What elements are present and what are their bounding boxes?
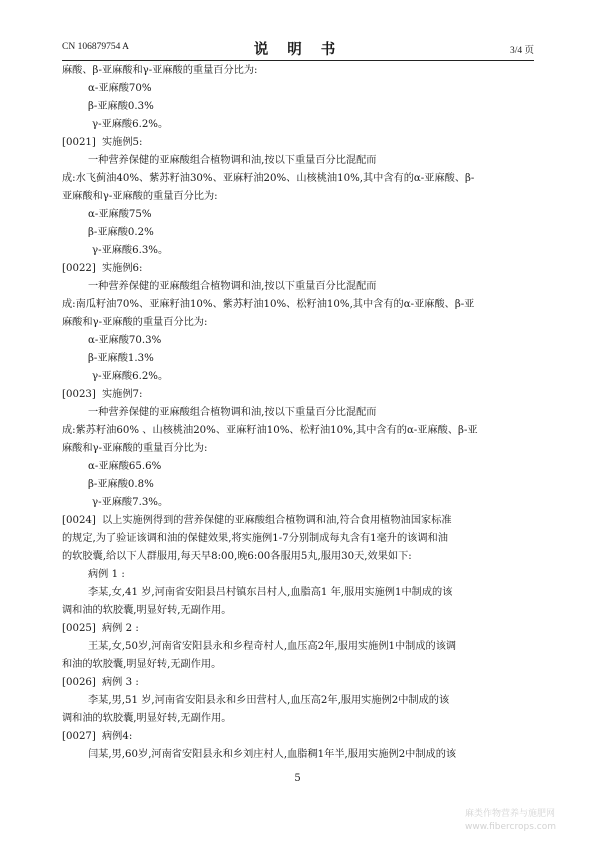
line-text: 的软胶囊,给以下人群服用,每天早8:00,晚6:00各服用5丸,服用30天,效果如下:: [62, 551, 412, 562]
watermark-name: 麻类作物营养与施肥网: [465, 809, 556, 819]
document-body: [62, 62, 538, 764]
line-text: γ-亚麻酸6.2%。: [92, 119, 169, 130]
text-line: [62, 152, 538, 170]
line-text: 实施例5:: [102, 137, 143, 148]
line-text: α-亚麻酸65.6%: [88, 461, 162, 472]
watermark-url: www.fibercrops.com: [465, 822, 556, 832]
line-text: 亚麻酸和γ-亚麻酸的重量百分比为:: [62, 191, 218, 202]
text-line: [62, 728, 538, 746]
line-text: 一种营养保健的亚麻酸组合植物调和油,按以下重量百分比混配而: [88, 281, 377, 292]
text-line: [62, 368, 538, 386]
line-text: 病例4:: [102, 731, 133, 742]
line-text: 麻酸和γ-亚麻酸的重量百分比为:: [62, 443, 208, 454]
line-text: α-亚麻酸70%: [88, 83, 152, 94]
paragraph-number: [0023]: [62, 389, 96, 400]
line-text: α-亚麻酸75%: [88, 209, 152, 220]
text-line: [62, 116, 538, 134]
text-line: [62, 242, 538, 260]
line-text: γ-亚麻酸6.3%。: [92, 245, 169, 256]
paragraph-number: [0021]: [62, 137, 96, 148]
line-text: 调和油的软胶囊,明显好转,无副作用。: [62, 605, 232, 616]
line-text: β-亚麻酸0.2%: [88, 227, 154, 238]
line-text: 病例 3 :: [102, 677, 139, 688]
text-line: [62, 620, 538, 638]
text-line: [62, 422, 538, 440]
text-line: [62, 494, 538, 512]
text-line: [62, 206, 538, 224]
paragraph-number: [0025]: [62, 623, 96, 634]
line-text: γ-亚麻酸7.3%。: [92, 497, 169, 508]
line-text: γ-亚麻酸6.2%。: [92, 371, 169, 382]
line-text: 调和油的软胶囊,明显好转,无副作用。: [62, 713, 232, 724]
text-line: [62, 260, 538, 278]
line-text: 实施例7:: [102, 389, 143, 400]
page-header: [62, 38, 534, 61]
page-number: 5: [294, 773, 301, 784]
text-line: [62, 80, 538, 98]
text-line: [62, 602, 538, 620]
text-line: [62, 296, 538, 314]
patent-number: CN 106879754 A: [62, 42, 130, 52]
text-line: [62, 188, 538, 206]
paragraph-number: [0026]: [62, 677, 96, 688]
line-text: 的规定,为了验证该调和油的保健效果,将实施例1-7分别制成每丸含有1毫升的该调和油: [62, 533, 448, 544]
line-text: 闫某,男,60岁,河南省安阳县永和乡刘庄村人,血脂稠1年半,服用实施例2中制成的该: [88, 749, 457, 760]
text-line: [62, 386, 538, 404]
line-text: 麻酸和γ-亚麻酸的重量百分比为:: [62, 317, 208, 328]
line-text: α-亚麻酸70.3%: [88, 335, 162, 346]
text-line: [62, 710, 538, 728]
text-line: [62, 476, 538, 494]
text-line: [62, 314, 538, 332]
text-line: [62, 548, 538, 566]
text-line: [62, 170, 538, 188]
text-line: [62, 350, 538, 368]
document-title: 说 明 书: [253, 42, 343, 58]
text-line: [62, 278, 538, 296]
text-line: [62, 512, 538, 530]
paragraph-number: [0027]: [62, 731, 96, 742]
paragraph-number: [0022]: [62, 263, 96, 274]
text-line: [62, 674, 538, 692]
line-text: 一种营养保健的亚麻酸组合植物调和油,按以下重量百分比混配而: [88, 155, 377, 166]
text-line: [62, 746, 538, 764]
text-line: [62, 404, 538, 422]
line-text: 以上实施例得到的营养保健的亚麻酸组合植物调和油,符合食用植物油国家标准: [102, 515, 452, 526]
text-line: [62, 440, 538, 458]
line-text: 和油的软胶囊,明显好转,无副作用。: [62, 659, 222, 670]
line-text: β-亚麻酸0.8%: [88, 479, 154, 490]
page-indicator: 3/4 页: [509, 46, 534, 56]
line-text: 王某,女,50岁,河南省安阳县永和乡程奇村人,血压高2年,服用实施例1中制成的该调: [88, 641, 457, 652]
line-text: 一种营养保健的亚麻酸组合植物调和油,按以下重量百分比混配而: [88, 407, 377, 418]
text-line: [62, 584, 538, 602]
line-text: 成:南瓜籽油70%、亚麻籽油10%、紫苏籽油10%、松籽油10%,其中含有的α-亚麻酸、β-亚: [62, 299, 475, 310]
line-text: 成:水飞蓟油40%、紫苏籽油30%、亚麻籽油20%、山核桃油10%,其中含有的α-亚麻酸、β-: [62, 173, 475, 184]
text-line: [62, 566, 538, 584]
text-line: [62, 530, 538, 548]
line-text: β-亚麻酸1.3%: [88, 353, 154, 364]
line-text: 成:紫苏籽油60% 、山核桃油20%、亚麻籽油10%、松籽油10%,其中含有的α-亚麻酸、β-亚: [62, 425, 478, 436]
text-line: [62, 458, 538, 476]
text-line: [62, 98, 538, 116]
line-text: 实施例6:: [102, 263, 143, 274]
text-line: [62, 134, 538, 152]
text-line: [62, 332, 538, 350]
text-line: [62, 656, 538, 674]
watermark: [465, 808, 595, 834]
text-line: [62, 62, 538, 80]
line-text: 麻酸、β-亚麻酸和γ-亚麻酸的重量百分比为:: [62, 65, 258, 76]
line-text: 李某,男,51 岁,河南省安阳县永和乡田营村人,血压高2年,服用实施例2中制成的该: [88, 695, 450, 706]
text-line: [62, 224, 538, 242]
line-text: 病例 2 :: [102, 623, 139, 634]
text-line: [62, 638, 538, 656]
line-text: β-亚麻酸0.3%: [88, 101, 154, 112]
text-line: [62, 692, 538, 710]
line-text: 李某,女,41 岁,河南省安阳县吕村镇东吕村人,血脂高1 年,服用实施例1中制成的该: [88, 587, 453, 598]
paragraph-number: [0024]: [62, 515, 96, 526]
line-text: 病例 1 :: [88, 569, 125, 580]
